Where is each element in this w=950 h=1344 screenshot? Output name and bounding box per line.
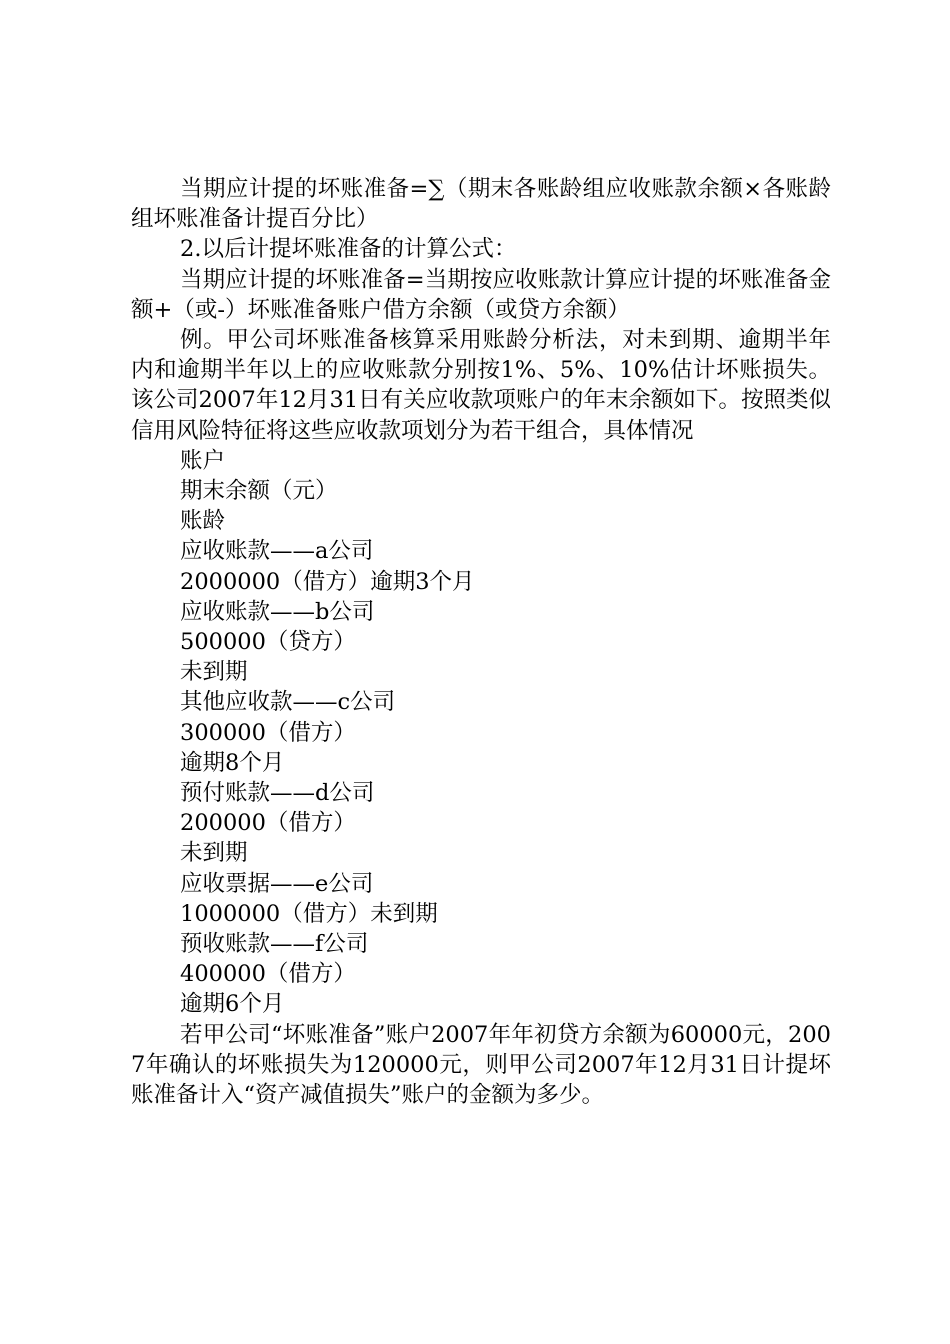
table-line: 未到期 — [180, 659, 248, 686]
formula-initial-provision: 当期应计提的坏账准备=∑（期末各账龄组应收账款余额×各账龄组坏账准备计提百分比） — [131, 176, 831, 233]
example-paragraph: 例。甲公司坏账准备核算采用账龄分析法，对未到期、逾期半年内和逾期半年以上的应收账款分别按1%、5%、10%估计坏账损失。该公司2007年12月31日有关应收款项账户的年末余额如下。按照类似信用风险特征将这些应收款项划分为若干组合，具体情况 — [131, 327, 831, 444]
table-line: 应收账款——b公司 — [180, 598, 375, 625]
table-line: 500000（贷方） — [180, 629, 356, 656]
table-line: 200000（借方） — [180, 810, 356, 837]
table-line: 预收账款——f公司 — [180, 931, 369, 958]
subheading-later-formula: 2.以后计提坏账准备的计算公式： — [180, 236, 517, 263]
formula-later-provision: 当期应计提的坏账准备=当期按应收账款计算应计提的坏账准备金额+（或-）坏账准备账户借方余额（或贷方余额） — [131, 266, 831, 323]
table-line: 未到期 — [180, 840, 248, 867]
table-header-account: 账户 — [180, 447, 226, 474]
table-line: 其他应收款——c公司 — [180, 689, 396, 716]
table-line: 应收票据——e公司 — [180, 870, 374, 897]
table-line: 1000000（借方）未到期 — [180, 900, 438, 927]
table-line: 逾期6个月 — [180, 991, 285, 1018]
table-header-aging: 账龄 — [180, 508, 226, 535]
table-header-balance: 期末余额（元） — [180, 478, 338, 505]
table-line: 逾期8个月 — [180, 749, 285, 776]
table-line: 应收账款——a公司 — [180, 538, 374, 565]
table-line: 预付账款——d公司 — [180, 780, 375, 807]
table-line: 400000（借方） — [180, 961, 356, 988]
document-body — [131, 174, 831, 1110]
question-paragraph: 若甲公司“坏账准备”账户2007年年初贷方余额为60000元，2007年确认的坏账损失为120000元，则甲公司2007年12月31日计提坏账准备计入“资产减值损失”账户的金额为多少。 — [131, 1021, 831, 1109]
table-line: 300000（借方） — [180, 719, 356, 746]
table-line: 2000000（借方）逾期3个月 — [180, 568, 475, 595]
